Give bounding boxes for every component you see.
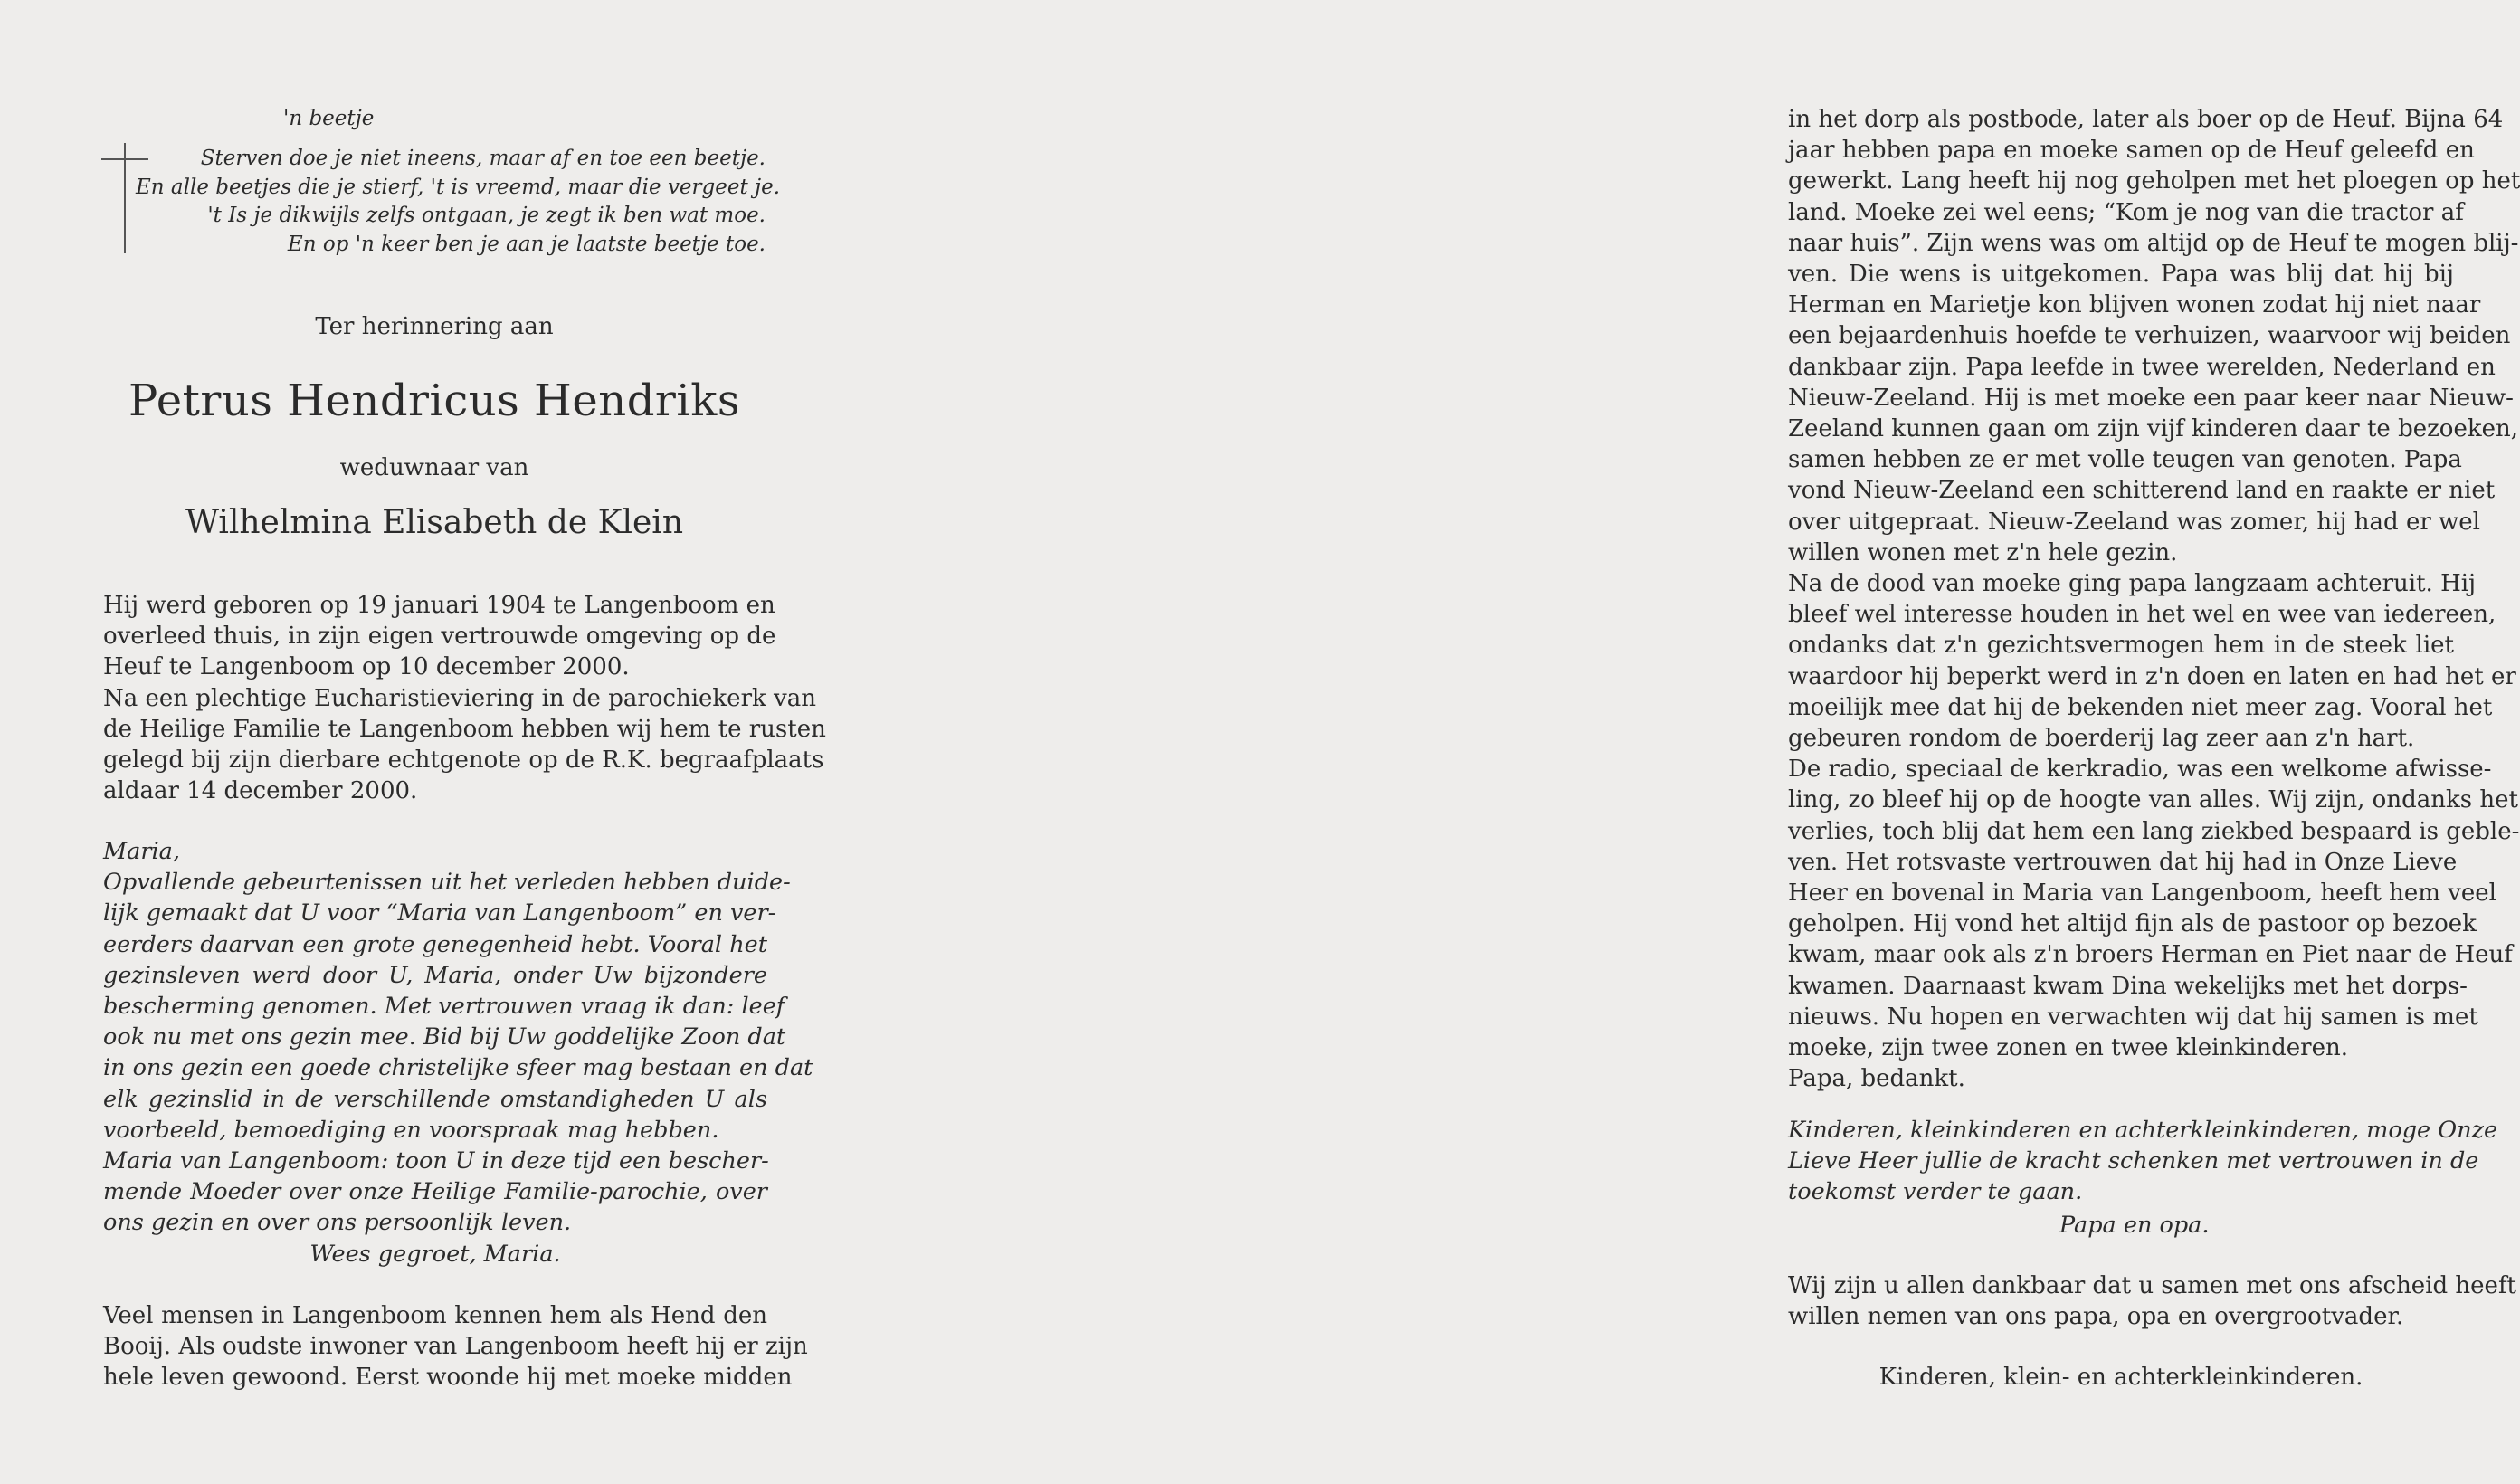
poem-title: 'n beetje	[283, 107, 375, 130]
text-line: Maria,	[103, 838, 180, 865]
text-line: Opvallende gebeurtenissen uit het verleden hebben duide-	[103, 869, 791, 897]
text-line: moeke, zijn twee zonen en twee kleinkinderen.	[1788, 1034, 2349, 1062]
story-paragraph-continued	[1788, 104, 2520, 1095]
text-line: gewerkt. Lang heeft hij nog geholpen met het ploegen op het	[1788, 167, 2520, 195]
text-line: in het dorp als postbode, later als boer op de Heuf. Bijna 64	[1788, 106, 2504, 133]
text-line: eerders daarvan een grote genegenheid hebt. Vooral het	[103, 930, 767, 958]
thanks-paragraph	[1788, 1270, 2517, 1332]
text-line: Lieve Heer jullie de kracht schenken met vertrouwen in de	[1788, 1147, 2479, 1175]
text-line: samen hebben ze er met volle teugen van genoten. Papa	[1788, 446, 2462, 474]
text-line: nieuws. Nu hopen en verwachten wij dat hij samen is met	[1788, 1003, 2478, 1031]
text-line: Kinderen, kleinkinderen en achterkleinkinderen, moge Onze	[1788, 1117, 2498, 1144]
text-line: willen wonen met z'n hele gezin.	[1788, 538, 2178, 566]
text-line: Wij zijn u allen dankbaar dat u samen met ons afscheid heeft	[1788, 1272, 2517, 1299]
text-line: Herman en Marietje kon blijven wonen zodat hij niet naar	[1788, 291, 2481, 319]
text-line: Hij werd geboren op 19 januari 1904 te Langenboom en	[103, 592, 775, 619]
relation-label: weduwnaar van	[339, 454, 529, 481]
text-line: gelegd bij zijn dierbare echtgenote op de R.K. begraafplaats	[103, 747, 824, 775]
text-line: de Heilige Familie te Langenboom hebben wij hem te rusten	[103, 715, 826, 743]
text-line: waardoor hij beperkt werd in z'n doen en laten en had het er	[1788, 662, 2516, 690]
biography-paragraph	[103, 590, 826, 806]
text-line: naar huis”. Zijn wens was om altijd op de Heuf te mogen blij-	[1788, 229, 2519, 257]
text-line: ven. Het rotsvaste vertrouwen dat hij had in Onze Lieve	[1788, 848, 2458, 876]
text-line: kwamen. Daarnaast kwam Dina wekelijks met het dorps-	[1788, 972, 2468, 1000]
poem	[136, 145, 781, 259]
text-line: Na een plechtige Eucharistieviering in de parochiekerk van	[103, 684, 816, 712]
poem-line: Sterven doe je niet ineens, maar af en toe een beetje.	[200, 147, 766, 170]
text-line: bescherming genomen. Met vertrouwen vraag ik dan: leef	[103, 993, 785, 1021]
text-line: verlies, toch blij dat hem een lang ziekbed bespaard is geble-	[1788, 817, 2520, 845]
text-line: vond Nieuw-Zeeland een schitterend land en raakte er niet	[1788, 477, 2496, 505]
spouse-name: Wilhelmina Elisabeth de Klein	[185, 504, 684, 541]
text-line: ven. Die wens is uitgekomen. Papa was blij dat hij bij	[1788, 261, 2454, 289]
text-line: ondanks dat z'n gezichtsvermogen hem in de steek liet	[1788, 632, 2454, 660]
text-line: toekomst verder te gaan.	[1788, 1178, 2083, 1206]
text-line: Heuf te Langenboom op 10 december 2000.	[103, 653, 630, 681]
text-line: moeilijk mee dat hij de bekenden niet meer zag. Vooral het	[1788, 693, 2493, 721]
text-line: ons gezin en over ons persoonlijk leven.	[103, 1209, 572, 1237]
text-line: Nieuw-Zeeland. Hij is met moeke een paar keer naar Nieuw-	[1788, 384, 2514, 412]
text-line: overleed thuis, in zijn eigen vertrouwde omgeving op de	[103, 623, 776, 651]
story-paragraph-start	[103, 1300, 808, 1394]
text-line: Maria van Langenboom: toon U in deze tijd een bescher-	[103, 1147, 769, 1175]
text-line: Wees gegroet, Maria.	[309, 1240, 561, 1268]
text-line: Heer en bovenal in Maria van Langenboom, heeft hem veel	[1788, 880, 2496, 908]
text-line: kwam, maar ook als z'n broers Herman en Piet naar de Heuf	[1788, 941, 2513, 969]
text-line: Papa en opa.	[2059, 1212, 2210, 1239]
text-line: ook nu met ons gezin mee. Bid bij Uw goddelijke Zoon dat	[103, 1023, 786, 1051]
text-line: in ons gezin een goede christelijke sfeer mag bestaan en dat	[103, 1054, 813, 1082]
signature-line	[1788, 1210, 2454, 1241]
text-line: De radio, speciaal de kerkradio, was een welkome afwisse-	[1788, 756, 2492, 784]
family-signature	[1788, 1362, 2454, 1393]
text-line: Veel mensen in Langenboom kennen hem als Hend den	[103, 1302, 767, 1329]
text-line: Kinderen, klein- en achterkleinkinderen.	[1878, 1364, 2363, 1391]
deceased-name: Petrus Hendricus Hendriks	[128, 376, 740, 426]
text-line: Papa, bedankt.	[1788, 1065, 1965, 1093]
text-line: gebeuren rondom de boerderij lag zeer aan z'n hart.	[1788, 725, 2415, 753]
poem-line: En op 'n keer ben je aan je laatste beetje toe.	[287, 232, 766, 256]
family-wish-paragraph	[1788, 1115, 2498, 1208]
text-line: Zeeland kunnen gaan om zijn vijf kinderen daar te bezoeken,	[1788, 415, 2518, 443]
text-line: jaar hebben papa en moeke samen op de Heuf geleefd en	[1788, 137, 2475, 165]
prayer-paragraph	[103, 836, 813, 1270]
text-line: over uitgepraat. Nieuw-Zeeland was zomer, hij had er wel	[1788, 508, 2480, 536]
text-line: gezinsleven werd door U, Maria, onder Uw bijzondere	[103, 961, 767, 989]
poem-line: En alle beetjes die je stierf, 't is vreemd, maar die vergeet je.	[136, 175, 781, 199]
remembrance-intro: Ter herinnering aan	[315, 313, 554, 340]
text-line: geholpen. Hij vond het altijd fijn als de pastoor op bezoek	[1788, 910, 2477, 938]
text-line: Booij. Als oudste inwoner van Langenboom heeft hij er zijn	[103, 1333, 808, 1361]
text-line: willen nemen van ons papa, opa en overgrootvader.	[1788, 1303, 2404, 1331]
text-line: lijk gemaakt dat U voor “Maria van Langenboom” en ver-	[103, 899, 776, 928]
text-line: bleef wel interesse houden in het wel en wee van iedereen,	[1788, 601, 2496, 629]
text-line: elk gezinslid in de verschillende omstandigheden U als	[103, 1085, 767, 1113]
poem-line: 't Is je dikwijls zelfs ontgaan, je zegt ik ben wat moe.	[207, 204, 766, 227]
text-line: aldaar 14 december 2000.	[103, 777, 418, 805]
text-line: mende Moeder over onze Heilige Familie-parochie, over	[103, 1178, 767, 1206]
text-line: land. Moeke zei wel eens; “Kom je nog van die tractor af	[1788, 198, 2464, 226]
text-line: ling, zo bleef hij op de hoogte van alles. Wij zijn, ondanks het	[1788, 786, 2518, 814]
text-line: dankbaar zijn. Papa leefde in twee werelden, Nederland en	[1788, 353, 2496, 381]
text-line: een bejaardenhuis hoefde te verhuizen, waarvoor wij beiden	[1788, 322, 2511, 350]
text-line: voorbeeld, bemoediging en voorspraak mag hebben.	[103, 1116, 719, 1144]
text-line: Na de dood van moeke ging papa langzaam achteruit. Hij	[1788, 570, 2477, 598]
text-line: hele leven gewoond. Eerst woonde hij met moeke midden	[103, 1364, 793, 1392]
